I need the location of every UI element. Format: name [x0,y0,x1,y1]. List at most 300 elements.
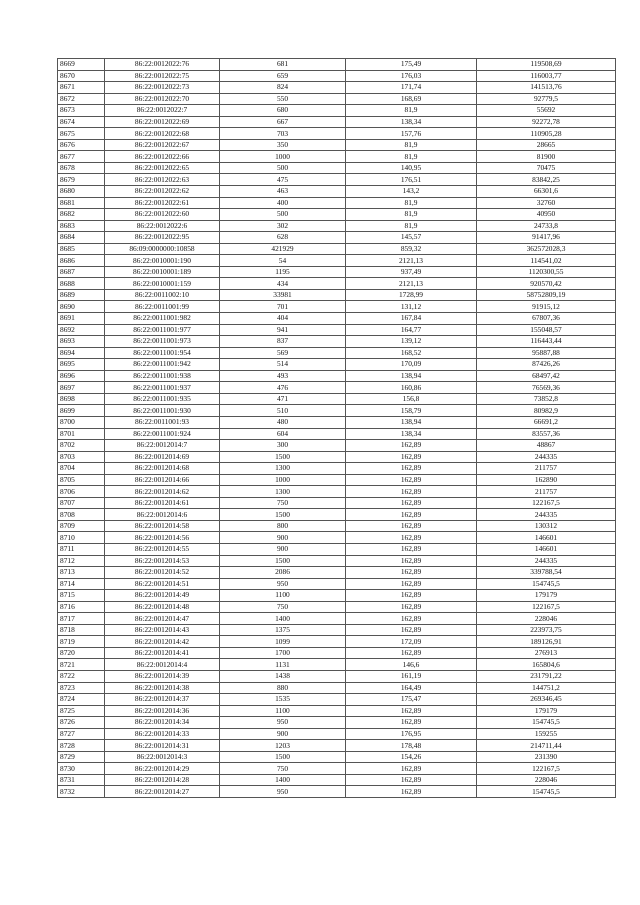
area-cell: 1535 [220,694,346,706]
table-row [58,324,616,336]
area-cell: 900 [220,543,346,555]
row-number-cell: 8680 [58,186,105,198]
value-cell: 189126,91 [477,636,616,648]
table-row [58,139,616,151]
table-row [58,313,616,325]
area-cell: 837 [220,336,346,348]
row-number-cell: 8709 [58,520,105,532]
area-cell: 300 [220,440,346,452]
cadastral-number-cell: 86:22:0011001:937 [105,382,220,394]
cadastral-number-cell: 86:22:0012014:41 [105,647,220,659]
value-cell: 116443,44 [477,336,616,348]
cadastral-number-cell: 86:22:0012022:70 [105,93,220,105]
rate-cell: 162,89 [346,647,477,659]
value-cell: 162890 [477,474,616,486]
rate-cell: 168,69 [346,93,477,105]
area-cell: 950 [220,717,346,729]
rate-cell: 2121,13 [346,278,477,290]
value-cell: 146601 [477,532,616,544]
rate-cell: 172,09 [346,636,477,648]
cadastral-number-cell: 86:22:0012022:73 [105,82,220,94]
area-cell: 1300 [220,463,346,475]
value-cell: 81900 [477,151,616,163]
table-row [58,220,616,232]
cadastral-number-cell: 86:22:0012014:31 [105,740,220,752]
area-cell: 514 [220,359,346,371]
area-cell: 880 [220,682,346,694]
rate-cell: 937,49 [346,266,477,278]
value-cell: 122167,5 [477,497,616,509]
rate-cell: 138,94 [346,370,477,382]
area-cell: 1500 [220,509,346,521]
row-number-cell: 8684 [58,232,105,244]
cadastral-number-cell: 86:22:0012022:7 [105,105,220,117]
value-cell: 92779,5 [477,93,616,105]
table-row [58,509,616,521]
value-cell: 122167,5 [477,601,616,613]
table-body [58,59,616,798]
rate-cell: 162,89 [346,774,477,786]
cadastral-number-cell: 86:22:0011001:93 [105,416,220,428]
value-cell: 92272,78 [477,116,616,128]
row-number-cell: 8675 [58,128,105,140]
rate-cell: 158,79 [346,405,477,417]
rate-cell: 167,84 [346,313,477,325]
area-cell: 480 [220,416,346,428]
area-cell: 493 [220,370,346,382]
cadastral-number-cell: 86:22:0012022:68 [105,128,220,140]
row-number-cell: 8701 [58,428,105,440]
rate-cell: 162,89 [346,613,477,625]
value-cell: 244335 [477,451,616,463]
rate-cell: 139,12 [346,336,477,348]
cadastral-number-cell: 86:22:0012014:66 [105,474,220,486]
cadastral-number-cell: 86:22:0012014:4 [105,659,220,671]
value-cell: 144751,2 [477,682,616,694]
area-cell: 1000 [220,151,346,163]
value-cell: 228046 [477,774,616,786]
row-number-cell: 8699 [58,405,105,417]
table-row [58,301,616,313]
area-cell: 680 [220,105,346,117]
rate-cell: 162,89 [346,624,477,636]
rate-cell: 164,77 [346,324,477,336]
area-cell: 1100 [220,590,346,602]
value-cell: 40950 [477,209,616,221]
cadastral-number-cell: 86:22:0012022:76 [105,59,220,71]
area-cell: 701 [220,301,346,313]
cadastral-number-cell: 86:22:0011001:924 [105,428,220,440]
cadastral-number-cell: 86:22:0012014:61 [105,497,220,509]
value-cell: 244335 [477,555,616,567]
area-cell: 824 [220,82,346,94]
area-cell: 1375 [220,624,346,636]
cadastral-number-cell: 86:22:0012014:6 [105,509,220,521]
rate-cell: 176,95 [346,728,477,740]
row-number-cell: 8689 [58,289,105,301]
row-number-cell: 8690 [58,301,105,313]
area-cell: 1400 [220,774,346,786]
value-cell: 214711,44 [477,740,616,752]
cadastral-number-cell: 86:22:0012022:6 [105,220,220,232]
value-cell: 70475 [477,162,616,174]
value-cell: 119508,69 [477,59,616,71]
value-cell: 269346,45 [477,694,616,706]
row-number-cell: 8721 [58,659,105,671]
row-number-cell: 8693 [58,336,105,348]
rate-cell: 162,89 [346,578,477,590]
area-cell: 1300 [220,486,346,498]
row-number-cell: 8696 [58,370,105,382]
value-cell: 154745,5 [477,578,616,590]
table-row [58,70,616,82]
rate-cell: 138,94 [346,416,477,428]
cadastral-number-cell: 86:22:0012014:62 [105,486,220,498]
area-cell: 1400 [220,613,346,625]
cadastral-number-cell: 86:22:0012014:38 [105,682,220,694]
area-cell: 476 [220,382,346,394]
row-number-cell: 8717 [58,613,105,625]
row-number-cell: 8683 [58,220,105,232]
data-table [57,58,616,798]
row-number-cell: 8727 [58,728,105,740]
row-number-cell: 8719 [58,636,105,648]
table-row [58,647,616,659]
area-cell: 1500 [220,751,346,763]
value-cell: 67807,36 [477,313,616,325]
rate-cell: 162,89 [346,440,477,452]
rate-cell: 81,9 [346,105,477,117]
table-row [58,405,616,417]
table-row [58,463,616,475]
cadastral-number-cell: 86:22:0012014:56 [105,532,220,544]
row-number-cell: 8677 [58,151,105,163]
area-cell: 1100 [220,705,346,717]
row-number-cell: 8726 [58,717,105,729]
row-number-cell: 8724 [58,694,105,706]
value-cell: 179179 [477,590,616,602]
value-cell: 211757 [477,486,616,498]
table-row [58,763,616,775]
rate-cell: 176,03 [346,70,477,82]
table-row [58,451,616,463]
table-row [58,336,616,348]
rate-cell: 164,49 [346,682,477,694]
value-cell: 80982,9 [477,405,616,417]
row-number-cell: 8703 [58,451,105,463]
row-number-cell: 8705 [58,474,105,486]
cadastral-number-cell: 86:22:0011001:99 [105,301,220,313]
cadastral-number-cell: 86:22:0011002:10 [105,289,220,301]
rate-cell: 162,89 [346,497,477,509]
table-row [58,278,616,290]
value-cell: 116003,77 [477,70,616,82]
row-number-cell: 8669 [58,59,105,71]
row-number-cell: 8698 [58,393,105,405]
table-row [58,474,616,486]
area-cell: 950 [220,786,346,798]
rate-cell: 157,76 [346,128,477,140]
cadastral-number-cell: 86:22:0012014:39 [105,670,220,682]
table-row [58,82,616,94]
value-cell: 114541,02 [477,255,616,267]
value-cell: 76569,36 [477,382,616,394]
cadastral-number-cell: 86:22:0011001:938 [105,370,220,382]
table-row [58,382,616,394]
area-cell: 500 [220,162,346,174]
table-row [58,717,616,729]
cadastral-number-cell: 86:22:0012022:60 [105,209,220,221]
rate-cell: 131,12 [346,301,477,313]
area-cell: 500 [220,209,346,221]
table-row [58,232,616,244]
area-cell: 628 [220,232,346,244]
row-number-cell: 8707 [58,497,105,509]
area-cell: 475 [220,174,346,186]
table-row [58,682,616,694]
value-cell: 66301,6 [477,186,616,198]
value-cell: 91915,12 [477,301,616,313]
rate-cell: 162,89 [346,705,477,717]
row-number-cell: 8711 [58,543,105,555]
table-row [58,670,616,682]
value-cell: 154745,5 [477,717,616,729]
cadastral-number-cell: 86:22:0012014:49 [105,590,220,602]
table-row [58,243,616,255]
value-cell: 73852,8 [477,393,616,405]
value-cell: 95887,88 [477,347,616,359]
rate-cell: 162,89 [346,601,477,613]
row-number-cell: 8731 [58,774,105,786]
table-row [58,416,616,428]
rate-cell: 143,2 [346,186,477,198]
cadastral-number-cell: 86:22:0011001:935 [105,393,220,405]
table-row [58,543,616,555]
table-row [58,751,616,763]
area-cell: 421929 [220,243,346,255]
value-cell: 155048,57 [477,324,616,336]
area-cell: 1500 [220,555,346,567]
area-cell: 1438 [220,670,346,682]
row-number-cell: 8679 [58,174,105,186]
table-row [58,359,616,371]
rate-cell: 162,89 [346,486,477,498]
area-cell: 604 [220,428,346,440]
row-number-cell: 8678 [58,162,105,174]
area-cell: 54 [220,255,346,267]
row-number-cell: 8732 [58,786,105,798]
row-number-cell: 8686 [58,255,105,267]
rate-cell: 156,8 [346,393,477,405]
value-cell: 24733,8 [477,220,616,232]
row-number-cell: 8702 [58,440,105,452]
rate-cell: 162,89 [346,567,477,579]
cadastral-number-cell: 86:22:0012014:48 [105,601,220,613]
rate-cell: 1728,99 [346,289,477,301]
rate-cell: 170,09 [346,359,477,371]
table-row [58,624,616,636]
row-number-cell: 8723 [58,682,105,694]
rate-cell: 138,34 [346,428,477,440]
table-row [58,567,616,579]
cadastral-number-cell: 86:22:0012014:34 [105,717,220,729]
row-number-cell: 8694 [58,347,105,359]
cadastral-number-cell: 86:22:0011001:982 [105,313,220,325]
area-cell: 471 [220,393,346,405]
rate-cell: 162,89 [346,717,477,729]
cadastral-number-cell: 86:09:0000000:10858 [105,243,220,255]
rate-cell: 162,89 [346,520,477,532]
value-cell: 48867 [477,440,616,452]
area-cell: 1700 [220,647,346,659]
row-number-cell: 8718 [58,624,105,636]
table-row [58,266,616,278]
cadastral-number-cell: 86:22:0012014:33 [105,728,220,740]
value-cell: 68497,42 [477,370,616,382]
area-cell: 463 [220,186,346,198]
row-number-cell: 8716 [58,601,105,613]
row-number-cell: 8674 [58,116,105,128]
rate-cell: 162,89 [346,463,477,475]
row-number-cell: 8710 [58,532,105,544]
table-row [58,486,616,498]
rate-cell: 176,51 [346,174,477,186]
area-cell: 33981 [220,289,346,301]
rate-cell: 81,9 [346,139,477,151]
cadastral-number-cell: 86:22:0011001:977 [105,324,220,336]
cadastral-number-cell: 86:22:0012014:51 [105,578,220,590]
value-cell: 122167,5 [477,763,616,775]
rate-cell: 154,26 [346,751,477,763]
table-row [58,197,616,209]
row-number-cell: 8720 [58,647,105,659]
value-cell: 130312 [477,520,616,532]
area-cell: 434 [220,278,346,290]
table-row [58,659,616,671]
area-cell: 900 [220,728,346,740]
value-cell: 211757 [477,463,616,475]
cadastral-number-cell: 86:22:0012014:43 [105,624,220,636]
table-row [58,174,616,186]
cadastral-number-cell: 86:22:0012014:37 [105,694,220,706]
cadastral-number-cell: 86:22:0010001:159 [105,278,220,290]
row-number-cell: 8682 [58,209,105,221]
row-number-cell: 8729 [58,751,105,763]
cadastral-number-cell: 86:22:0010001:189 [105,266,220,278]
table-row [58,59,616,71]
table-row [58,393,616,405]
row-number-cell: 8695 [58,359,105,371]
cadastral-number-cell: 86:22:0012014:52 [105,567,220,579]
row-number-cell: 8692 [58,324,105,336]
rate-cell: 81,9 [346,151,477,163]
area-cell: 1195 [220,266,346,278]
value-cell: 55692 [477,105,616,117]
area-cell: 1203 [220,740,346,752]
cadastral-number-cell: 86:22:0012014:47 [105,613,220,625]
row-number-cell: 8671 [58,82,105,94]
rate-cell: 145,57 [346,232,477,244]
rate-cell: 168,52 [346,347,477,359]
row-number-cell: 8691 [58,313,105,325]
table-row [58,728,616,740]
value-cell: 66691,2 [477,416,616,428]
cadastral-number-cell: 86:22:0012022:66 [105,151,220,163]
area-cell: 569 [220,347,346,359]
table-row [58,497,616,509]
area-cell: 350 [220,139,346,151]
area-cell: 1500 [220,451,346,463]
rate-cell: 140,95 [346,162,477,174]
value-cell: 179179 [477,705,616,717]
value-cell: 276913 [477,647,616,659]
area-cell: 667 [220,116,346,128]
table-row [58,555,616,567]
row-number-cell: 8673 [58,105,105,117]
table-row [58,128,616,140]
row-number-cell: 8715 [58,590,105,602]
cadastral-number-cell: 86:22:0012014:55 [105,543,220,555]
table-row [58,520,616,532]
cadastral-number-cell: 86:22:0012014:68 [105,463,220,475]
cadastral-number-cell: 86:22:0012022:61 [105,197,220,209]
area-cell: 750 [220,601,346,613]
table-row [58,151,616,163]
table-row [58,162,616,174]
value-cell: 159255 [477,728,616,740]
value-cell: 87426,26 [477,359,616,371]
cadastral-number-cell: 86:22:0012014:53 [105,555,220,567]
row-number-cell: 8685 [58,243,105,255]
table-row [58,440,616,452]
row-number-cell: 8730 [58,763,105,775]
rate-cell: 178,48 [346,740,477,752]
row-number-cell: 8708 [58,509,105,521]
cadastral-number-cell: 86:22:0012022:67 [105,139,220,151]
row-number-cell: 8728 [58,740,105,752]
value-cell: 28665 [477,139,616,151]
table-row [58,289,616,301]
table-row [58,613,616,625]
cadastral-number-cell: 86:22:0010001:190 [105,255,220,267]
cadastral-number-cell: 86:22:0012022:63 [105,174,220,186]
rate-cell: 138,34 [346,116,477,128]
value-cell: 362572028,3 [477,243,616,255]
area-cell: 750 [220,763,346,775]
row-number-cell: 8670 [58,70,105,82]
rate-cell: 162,89 [346,763,477,775]
area-cell: 510 [220,405,346,417]
cadastral-number-cell: 86:22:0012014:27 [105,786,220,798]
rate-cell: 162,89 [346,555,477,567]
value-cell: 83557,36 [477,428,616,440]
cadastral-number-cell: 86:22:0012014:36 [105,705,220,717]
rate-cell: 162,89 [346,532,477,544]
row-number-cell: 8706 [58,486,105,498]
cadastral-number-cell: 86:22:0012014:42 [105,636,220,648]
row-number-cell: 8713 [58,567,105,579]
value-cell: 146601 [477,543,616,555]
cadastral-number-cell: 86:22:0012022:69 [105,116,220,128]
area-cell: 659 [220,70,346,82]
value-cell: 339788,54 [477,567,616,579]
cadastral-number-cell: 86:22:0012022:65 [105,162,220,174]
cadastral-number-cell: 86:22:0011001:973 [105,336,220,348]
area-cell: 302 [220,220,346,232]
rate-cell: 81,9 [346,197,477,209]
row-number-cell: 8681 [58,197,105,209]
rate-cell: 161,19 [346,670,477,682]
